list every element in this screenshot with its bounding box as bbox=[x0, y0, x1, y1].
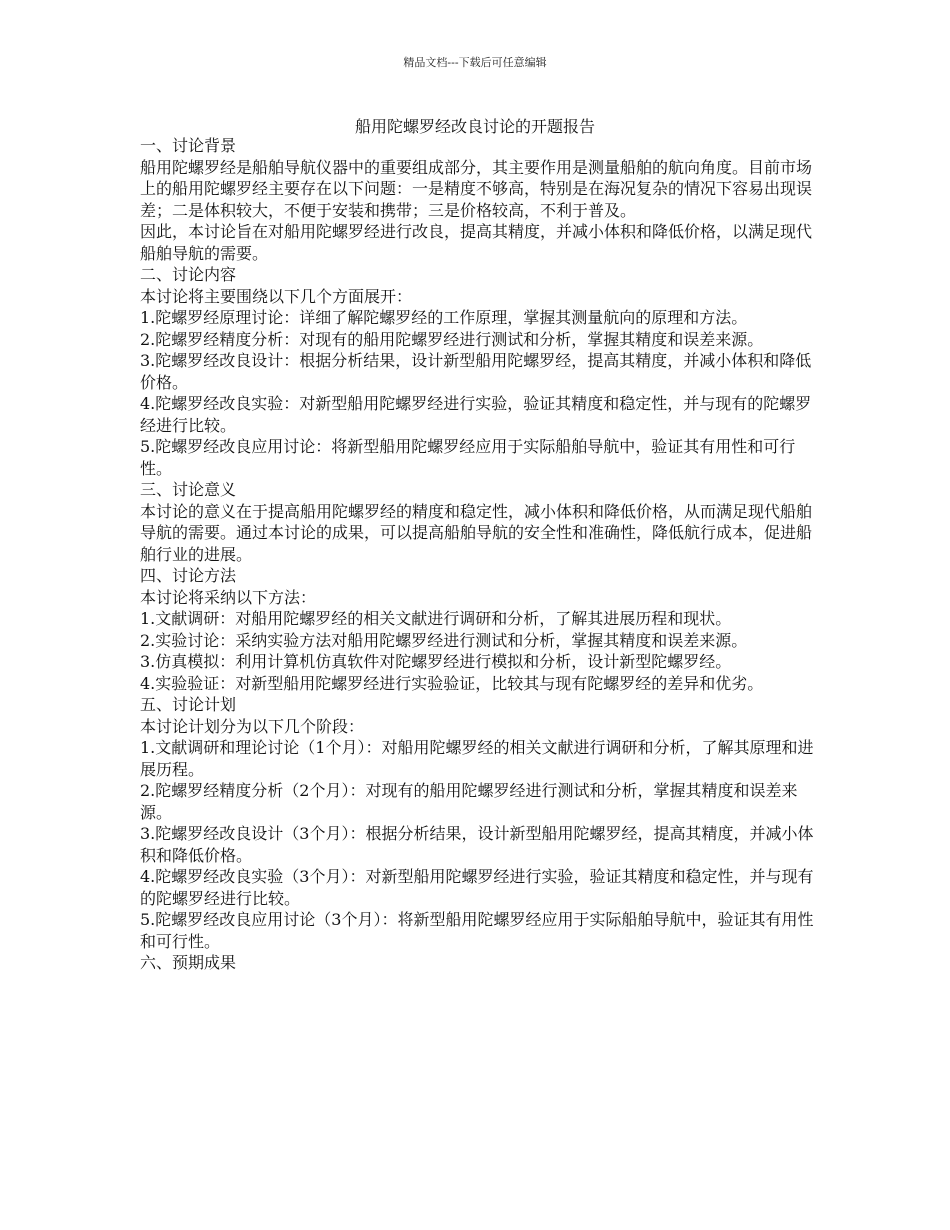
section-heading: 二、讨论内容 bbox=[140, 265, 237, 284]
paragraph: 本讨论将采纳以下方法： bbox=[140, 587, 317, 607]
document-body bbox=[140, 135, 815, 974]
list-item: 1.文献调研：对船用陀螺罗经的相关文献进行调研和分析，了解其进展历程和现状。 bbox=[140, 609, 732, 628]
section-heading: 一、讨论背景 bbox=[140, 136, 237, 155]
list-item: 5.陀螺罗经改良应用讨论（3个月）：将新型船用陀螺罗经应用于实际船舶导航中，验证其有用性和可行性。 bbox=[140, 910, 814, 951]
paragraph: 本讨论的意义在于提高船用陀螺罗经的精度和稳定性，减小体积和降低价格，从而满足现代船舶导航的需要。通过本讨论的成果，可以提高船舶导航的安全性和准确性，降低航行成本，促进船舶行业的进展。 bbox=[140, 501, 813, 564]
list-item: 2.陀螺罗经精度分析（2个月）：对现有的船用陀螺罗经进行测试和分析，掌握其精度和误差来源。 bbox=[140, 781, 798, 822]
paragraph: 船用陀螺罗经是船舶导航仪器中的重要组成部分，其主要作用是测量船舶的航向角度。目前市场上的船用陀螺罗经主要存在以下问题：一是精度不够高，特别是在海况复杂的情况下容易出现误差；二是体积较大，不便于安装和携带；三是价格较高，不利于普及。 bbox=[140, 157, 813, 220]
list-item: 3.陀螺罗经改良设计（3个月）：根据分析结果，设计新型船用陀螺罗经，提高其精度，并减小体积和降低价格。 bbox=[140, 824, 814, 865]
paragraph: 本讨论将主要围绕以下几个方面展开： bbox=[140, 286, 413, 306]
list-item: 5.陀螺罗经改良应用讨论：将新型船用陀螺罗经应用于实际船舶导航中，验证其有用性和可行性。 bbox=[140, 437, 796, 478]
list-item: 3.仿真模拟：利用计算机仿真软件对陀螺罗经进行模拟和分析，设计新型陀螺罗经。 bbox=[140, 652, 732, 671]
list-item: 1.陀螺罗经原理讨论：详细了解陀螺罗经的工作原理，掌握其测量航向的原理和方法。 bbox=[140, 308, 748, 327]
list-item: 4.实验验证：对新型船用陀螺罗经进行实验验证，比较其与现有陀螺罗经的差异和优劣。 bbox=[140, 673, 764, 693]
list-item: 3.陀螺罗经改良设计：根据分析结果，设计新型船用陀螺罗经，提高其精度，并减小体积和降低价格。 bbox=[140, 351, 812, 392]
section-heading: 四、讨论方法 bbox=[140, 566, 237, 585]
section-heading: 五、讨论计划 bbox=[140, 695, 237, 714]
paragraph: 因此，本讨论旨在对船用陀螺罗经进行改良，提高其精度，并减小体积和降低价格，以满足现代船舶导航的需要。 bbox=[140, 222, 813, 263]
document-title: 船用陀螺罗经改良讨论的开题报告 bbox=[354, 117, 595, 136]
list-item: 2.陀螺罗经精度分析：对现有的船用陀螺罗经进行测试和分析，掌握其精度和误差来源。 bbox=[140, 329, 764, 349]
list-item: 4.陀螺罗经改良实验：对新型船用陀螺罗经进行实验，验证其精度和稳定性，并与现有的陀螺罗经进行比较。 bbox=[140, 394, 812, 435]
list-item: 1.文献调研和理论讨论（1个月）：对船用陀螺罗经的相关文献进行调研和分析，了解其原理和进展历程。 bbox=[140, 738, 814, 779]
paragraph: 本讨论计划分为以下几个阶段： bbox=[140, 716, 365, 736]
list-item: 2.实验讨论：采纳实验方法对船用陀螺罗经进行测试和分析，掌握其精度和误差来源。 bbox=[140, 630, 748, 650]
list-item: 4.陀螺罗经改良实验（3个月）：对新型船用陀螺罗经进行实验，验证其精度和稳定性，并与现有的陀螺罗经进行比较。 bbox=[140, 867, 814, 908]
running-header: 精品文档---下载后可任意编辑 bbox=[403, 56, 547, 69]
section-heading: 六、预期成果 bbox=[140, 953, 237, 972]
section-heading: 三、讨论意义 bbox=[140, 480, 237, 499]
